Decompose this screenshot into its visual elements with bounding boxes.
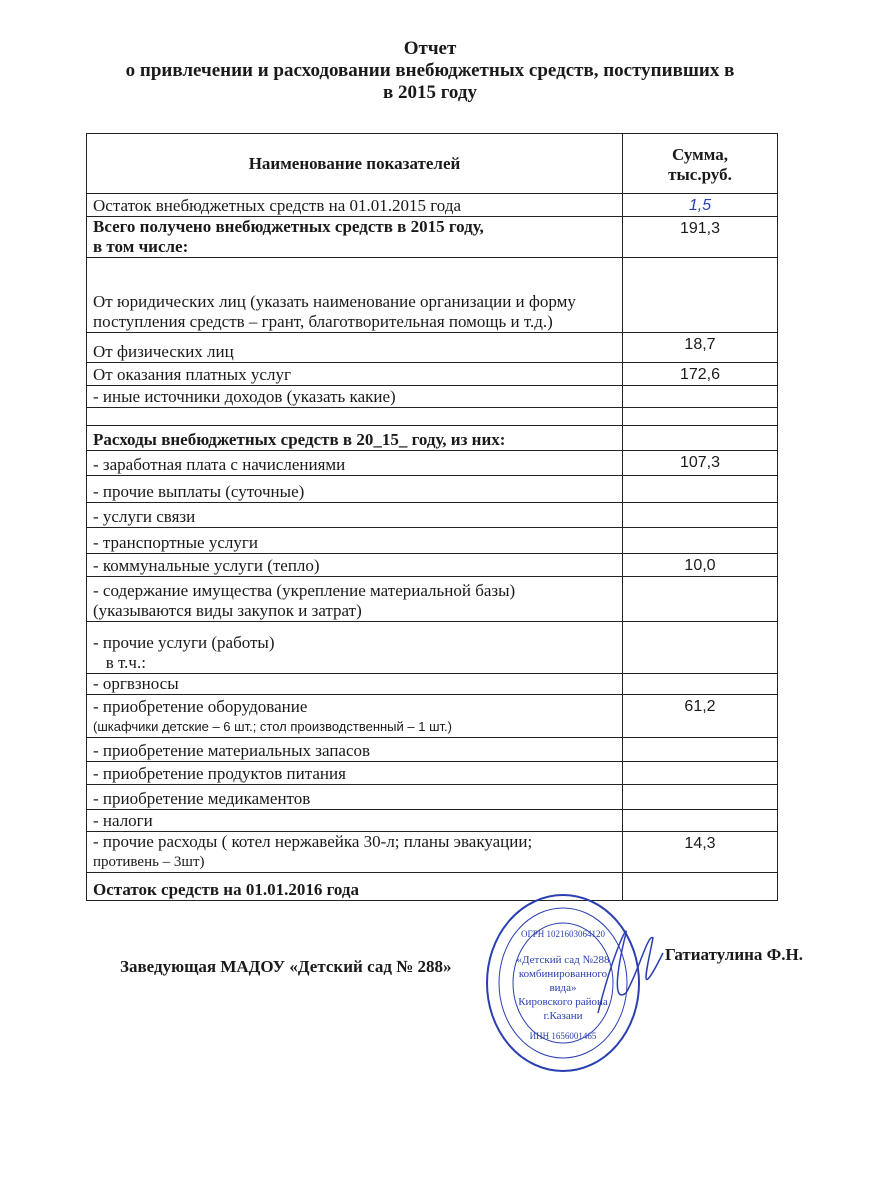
row-label [87,503,623,528]
row-value: 10,0 [623,554,778,577]
row-value [623,674,778,695]
table-row [87,194,778,217]
table-row [87,408,778,426]
row-label [87,528,623,554]
row-value: 14,3 [623,832,778,873]
row-value [623,577,778,622]
row-label-text: - коммунальные услуги (тепло) [93,556,320,575]
row-label [87,408,623,426]
document-subtitle-year: в 2015 году [383,82,477,103]
header-sum [623,134,778,194]
row-label [87,738,623,762]
row-value: 107,3 [623,451,778,476]
row-label-text: - приобретение медикаментов [93,789,311,808]
row-label-text: - налоги [93,811,153,830]
table-row [87,451,778,476]
row-label [87,451,623,476]
table-row [87,258,778,333]
row-label-text-2: в т.ч.: [93,653,146,672]
row-label [87,217,623,258]
row-label [87,695,623,738]
row-label-text-2: (указываются виды закупок и затрат) [93,601,362,620]
row-label-text: - услуги связи [93,507,196,526]
table-row [87,554,778,577]
row-value [623,762,778,785]
row-value: 61,2 [623,695,778,738]
row-value [623,258,778,333]
table-header [87,134,778,194]
stamp-text: вида» [549,982,577,994]
row-label-text-2: в том числе: [93,237,189,256]
row-label [87,476,623,503]
row-value: 1,5 [623,194,778,217]
row-label-text: Всего получено внебюджетных средств в 2015 году, [93,217,484,236]
table-row [87,695,778,738]
official-stamp [478,893,668,1078]
row-value: 172,6 [623,363,778,386]
stamp-text: «Детский сад №288 [516,954,610,966]
row-label-text: - прочие расходы ( котел нержавейка 30-л; планы эвакуации; [93,832,533,851]
row-label-text-2: противень – 3шт) [93,854,205,870]
row-value [623,408,778,426]
header-sum-line2: тыс.руб. [668,164,732,184]
row-value [623,426,778,451]
row-value: 18,7 [623,333,778,363]
table-row [87,738,778,762]
stamp-text: Кировского района [518,996,608,1008]
table-row [87,785,778,810]
table-row [87,762,778,785]
row-value [623,785,778,810]
header-sum-line1: Сумма, [672,144,728,164]
row-value [623,503,778,528]
table-row [87,217,778,258]
row-label [87,674,623,695]
row-label-text: - приобретение продуктов питания [93,764,346,783]
table-row [87,674,778,695]
table-row [87,333,778,363]
row-label-text: - приобретение оборудование [93,697,308,716]
document-title: Отчет [403,38,457,59]
table-row [87,363,778,386]
row-label [87,554,623,577]
table-row [87,476,778,503]
row-label-text: - прочие услуги (работы) [93,633,275,652]
row-label [87,810,623,832]
row-label-text: Расходы внебюджетных средств в 20_15_ году, из них: [93,430,506,449]
table-row [87,873,778,901]
row-value: 191,3 [623,217,778,258]
row-label [87,577,623,622]
row-label-text: - транспортные услуги [93,533,258,552]
header-name: Наименование показателей [87,134,623,194]
table-row [87,577,778,622]
row-label [87,622,623,674]
row-label-text: - оргвзносы [93,674,179,693]
row-label-text: - прочие выплаты (суточные) [93,482,305,501]
row-value [623,622,778,674]
row-label-text: От оказания платных услуг [93,365,291,384]
signature-name: Гатиатулина Ф.Н. [665,945,803,964]
row-label [87,363,623,386]
table-row [87,528,778,554]
row-label [87,258,623,333]
table-row [87,426,778,451]
row-label [87,832,623,873]
row-label-text: От физических лиц [93,342,234,361]
table-row [87,386,778,408]
row-label-text: - иные источники доходов (указать какие) [93,387,396,406]
row-value [623,810,778,832]
row-label [87,785,623,810]
row-label-text: - содержание имущества (укрепление материальной базы) [93,581,516,600]
row-value [623,528,778,554]
row-label-text: От юридических лиц (указать наименование организации и форму поступления средств – грант, благотворительная помощь и т.д.) [93,292,576,331]
row-value [623,738,778,762]
row-label [87,194,623,217]
signature-position: Заведующая МАДОУ «Детский сад № 288» [120,957,452,976]
stamp-ogrn: ОГРН 1021603064120 [521,929,605,939]
table-row [87,832,778,873]
row-label-text: - приобретение материальных запасов [93,741,371,760]
row-value [623,476,778,503]
stamp-text: комбинированного [518,968,608,980]
table-row [87,503,778,528]
document-subtitle: о привлечении и расходовании внебюджетных средств, поступивших в [125,60,735,81]
row-note: (шкафчики детские – 6 шт.; стол производственный – 1 шт.) [93,719,452,734]
report-table [86,133,778,901]
stamp-text: г.Казани [543,1010,583,1022]
row-label-text: Остаток внебюджетных средств на 01.01.2015 года [93,196,462,215]
row-label [87,762,623,785]
stamp-inn: ИНН 1656001465 [529,1031,597,1041]
row-label [87,333,623,363]
row-label-text: Остаток средств на 01.01.2016 года [93,880,360,899]
row-label [87,426,623,451]
row-value [623,386,778,408]
row-label-text: - заработная плата с начислениями [93,455,346,474]
row-label [87,386,623,408]
table-row [87,622,778,674]
table-row [87,810,778,832]
